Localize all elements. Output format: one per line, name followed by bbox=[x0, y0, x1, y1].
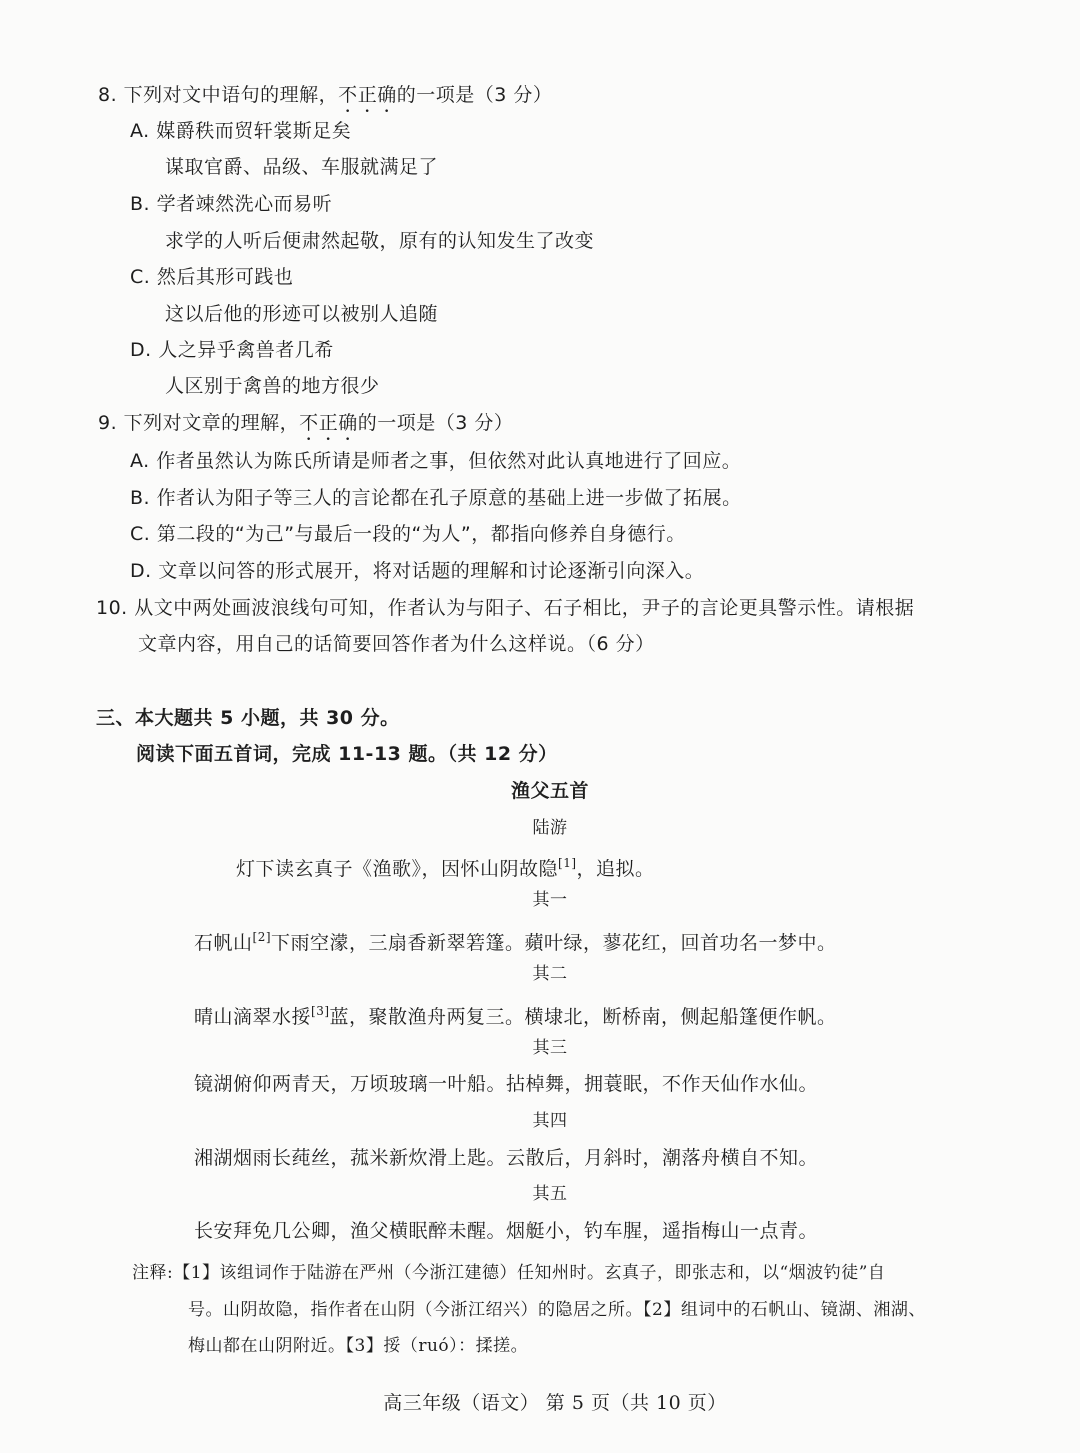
stanza-text bbox=[194, 924, 837, 956]
option-text: 文章以问答的形式展开，将对话题的理解和讨论逐渐引向深入。 bbox=[158, 560, 705, 582]
q9-stem-post: 的一项是（3 分） bbox=[357, 412, 514, 434]
notes-line-2: 号。山阴故隐，指作者在山阴（今浙江绍兴）的隐居之所。【2】组词中的石帆山、镜湖、湘湖、 bbox=[188, 1300, 926, 1320]
emphasis-char: 不 bbox=[299, 412, 319, 434]
q10-line-1: 10. 从文中两处画波浪线句可知，作者认为与阳子、石子相比，尹子的言论更具警示性。请根据 bbox=[96, 597, 915, 619]
option-text: 作者认为阳子等三人的言论都在孔子原意的基础上进一步做了拓展。 bbox=[156, 487, 742, 509]
q8-option-a-explanation: 谋取官爵、品级、车服就满足了 bbox=[165, 156, 439, 178]
q8-option-d-explanation: 人区别于禽兽的地方很少 bbox=[165, 375, 380, 397]
section-heading: 三、本大题共 5 小题，共 30 分。 bbox=[96, 707, 400, 729]
stanza-text: 湘湖烟雨长莼丝，菰米新炊滑上匙。云散后，月斜时，潮落舟横自不知。 bbox=[194, 1147, 819, 1169]
option-label: C. bbox=[130, 523, 151, 545]
option-label: C. bbox=[130, 266, 151, 288]
q8-stem-post: 的一项是（3 分） bbox=[396, 84, 553, 106]
stanza-heading: 其一 bbox=[532, 890, 568, 910]
option-text: 第二段的“为己”与最后一段的“为人”，都指向修养自身德行。 bbox=[156, 523, 686, 545]
q8-option-a bbox=[130, 118, 351, 144]
poem-author: 陆游 bbox=[532, 818, 568, 838]
q8-stem-pre: 8. 下列对文中语句的理解， bbox=[98, 84, 339, 106]
q9-stem bbox=[98, 410, 513, 436]
q9-option-a bbox=[130, 448, 741, 474]
option-text: 人之异乎禽兽者几希 bbox=[158, 339, 334, 361]
stanza-heading: 其二 bbox=[532, 964, 568, 984]
q8-option-b bbox=[130, 191, 332, 217]
stanza-heading: 其四 bbox=[532, 1111, 568, 1131]
q8-option-b-explanation: 求学的人听后便肃然起敬，原有的认知发生了改变 bbox=[165, 230, 595, 252]
poem-preface bbox=[236, 850, 655, 882]
q8-stem bbox=[98, 82, 552, 108]
option-text: 然后其形可践也 bbox=[156, 266, 294, 288]
stanza-text-pre: 晴山滴翠水挼 bbox=[194, 1006, 312, 1028]
option-text: 作者虽然认为陈氏所请是师者之事，但依然对此认真地进行了回应。 bbox=[156, 450, 742, 472]
option-text: 学者竦然洗心而易听 bbox=[156, 193, 333, 215]
stanza-text-post: 蓝，聚散渔舟两复三。横埭北，断桥南，侧起船篷便作帆。 bbox=[329, 1006, 837, 1028]
q9-option-c bbox=[130, 521, 686, 547]
emphasis-char: 确 bbox=[338, 412, 358, 434]
q8-option-d bbox=[130, 337, 334, 363]
option-label: A. bbox=[130, 120, 150, 142]
stanza-text-post: 下雨空濛，三扇香新翠箬篷。蘋叶绿，蓼花红，回首功名一梦中。 bbox=[271, 932, 837, 954]
emphasis-char: 确 bbox=[377, 84, 397, 106]
stanza-text: 长安拜免几公卿，渔父横眠醉未醒。烟艇小，钓车腥，遥指梅山一点青。 bbox=[194, 1220, 819, 1242]
footnote-ref: [2] bbox=[252, 930, 272, 944]
footnote-ref: [1] bbox=[558, 856, 577, 870]
option-label: B. bbox=[130, 487, 151, 509]
option-label: D. bbox=[130, 339, 152, 361]
notes-line-3: 梅山都在山阴附近。【3】挼（ruó）：揉搓。 bbox=[188, 1336, 529, 1356]
preface-text: 灯下读玄真子《渔歌》，因怀山阴故隐 bbox=[236, 858, 559, 880]
page-footer: 高三年级（语文） 第 5 页（共 10 页） bbox=[383, 1392, 727, 1414]
q9-option-d bbox=[130, 558, 704, 584]
emphasis-char: 正 bbox=[357, 84, 378, 106]
preface-text: ，追拟。 bbox=[576, 858, 655, 880]
q9-stem-pre: 9. 下列对文章的理解， bbox=[98, 412, 300, 434]
option-text: 媒爵秩而贸轩裳斯足矣 bbox=[156, 120, 352, 142]
notes-line-1: 注释:【1】该组词作于陆游在严州（今浙江建德）任知州时。玄真子，即张志和，以“烟波钓徒”自 bbox=[132, 1263, 886, 1283]
option-label: B. bbox=[130, 193, 151, 215]
stanza-heading: 其三 bbox=[532, 1038, 568, 1058]
emphasis-char: 正 bbox=[318, 412, 339, 434]
stanza-text bbox=[194, 998, 837, 1030]
poem-title: 渔父五首 bbox=[510, 780, 589, 802]
stanza-heading: 其五 bbox=[532, 1184, 568, 1204]
option-label: D. bbox=[130, 560, 152, 582]
option-label: A. bbox=[130, 450, 150, 472]
footnote-ref: [3] bbox=[311, 1004, 330, 1018]
emphasis-char: 不 bbox=[338, 84, 358, 106]
q8-option-c bbox=[130, 264, 293, 290]
section-instruction: 阅读下面五首词，完成 11-13 题。（共 12 分） bbox=[136, 743, 558, 765]
stanza-text: 镜湖俯仰两青天，万顷玻璃一叶船。拈棹舞，拥蓑眠，不作天仙作水仙。 bbox=[194, 1073, 819, 1095]
stanza-text-pre: 石帆山 bbox=[194, 932, 253, 954]
q10-line-2: 文章内容，用自己的话简要回答作者为什么这样说。（6 分） bbox=[138, 633, 655, 655]
q8-option-c-explanation: 这以后他的形迹可以被别人追随 bbox=[165, 303, 439, 325]
q9-option-b bbox=[130, 485, 742, 511]
